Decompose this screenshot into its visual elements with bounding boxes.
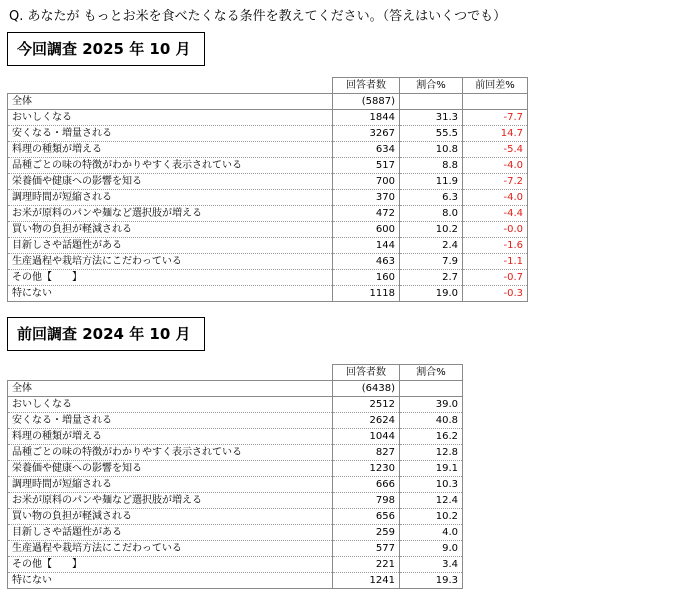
row-diff: -7.2 <box>463 174 528 190</box>
header-blank <box>8 78 333 94</box>
row-label: 買い物の負担が軽減される <box>8 509 333 525</box>
row-pct: 6.3 <box>400 190 463 206</box>
row-count: 463 <box>333 254 400 270</box>
row-label: 特にない <box>8 573 333 589</box>
row-label: 栄養価や健康への影響を知る <box>8 461 333 477</box>
row-label: 特にない <box>8 286 333 302</box>
row-count: 600 <box>333 222 400 238</box>
table-row <box>8 158 528 174</box>
header-pct: 割合% <box>400 365 463 381</box>
row-count: 259 <box>333 525 400 541</box>
total-pct <box>400 94 463 110</box>
table-row <box>8 286 528 302</box>
table-row <box>8 110 528 126</box>
row-count: 634 <box>333 142 400 158</box>
table-row <box>8 174 528 190</box>
row-label: 生産過程や栽培方法にこだわっている <box>8 541 333 557</box>
row-count: 2624 <box>333 413 400 429</box>
row-label: 調理時間が短縮される <box>8 477 333 493</box>
table-row <box>8 445 463 461</box>
row-label: 安くなる・増量される <box>8 126 333 142</box>
results-table-current <box>7 77 528 302</box>
row-count: 700 <box>333 174 400 190</box>
row-label: お米が原料のパンや麺など選択肢が増える <box>8 493 333 509</box>
row-count: 666 <box>333 477 400 493</box>
row-pct: 10.3 <box>400 477 463 493</box>
row-pct: 7.9 <box>400 254 463 270</box>
table-row <box>8 525 463 541</box>
table-row <box>8 222 528 238</box>
total-count: (6438) <box>333 381 400 397</box>
row-label: 目新しさや話題性がある <box>8 525 333 541</box>
row-label: 料理の種類が増える <box>8 429 333 445</box>
row-label: 買い物の負担が軽減される <box>8 222 333 238</box>
table-row <box>8 541 463 557</box>
row-label: 品種ごとの味の特徴がわかりやすく表示されている <box>8 445 333 461</box>
row-pct: 40.8 <box>400 413 463 429</box>
row-count: 1230 <box>333 461 400 477</box>
row-diff: -4.0 <box>463 190 528 206</box>
row-pct: 19.1 <box>400 461 463 477</box>
header-count: 回答者数 <box>333 78 400 94</box>
table-row <box>8 190 528 206</box>
row-pct: 11.9 <box>400 174 463 190</box>
row-pct: 3.4 <box>400 557 463 573</box>
results-table-previous <box>7 364 463 589</box>
row-count: 827 <box>333 445 400 461</box>
row-count: 1844 <box>333 110 400 126</box>
row-diff: -1.6 <box>463 238 528 254</box>
row-pct: 39.0 <box>400 397 463 413</box>
total-label: 全体 <box>8 94 333 110</box>
row-count: 1044 <box>333 429 400 445</box>
table-row <box>8 206 528 222</box>
row-count: 656 <box>333 509 400 525</box>
row-label: お米が原料のパンや麺など選択肢が増える <box>8 206 333 222</box>
row-label: 目新しさや話題性がある <box>8 238 333 254</box>
row-label: その他【 】 <box>8 557 333 573</box>
header-diff: 前回差% <box>463 78 528 94</box>
row-pct: 55.5 <box>400 126 463 142</box>
row-label: おいしくなる <box>8 110 333 126</box>
row-count: 144 <box>333 238 400 254</box>
row-pct: 4.0 <box>400 525 463 541</box>
row-diff: -4.4 <box>463 206 528 222</box>
row-pct: 8.0 <box>400 206 463 222</box>
row-count: 160 <box>333 270 400 286</box>
row-diff: -7.7 <box>463 110 528 126</box>
row-diff: -0.0 <box>463 222 528 238</box>
row-label: 調理時間が短縮される <box>8 190 333 206</box>
table-row <box>8 573 463 589</box>
section-title-previous: 前回調査 2024 年 10 月 <box>7 317 205 351</box>
table-row <box>8 461 463 477</box>
row-label: その他【 】 <box>8 270 333 286</box>
row-label: 栄養価や健康への影響を知る <box>8 174 333 190</box>
table-row <box>8 493 463 509</box>
header-blank <box>8 365 333 381</box>
total-row <box>8 94 528 110</box>
row-pct: 10.2 <box>400 509 463 525</box>
row-count: 1241 <box>333 573 400 589</box>
row-pct: 10.2 <box>400 222 463 238</box>
row-diff: 14.7 <box>463 126 528 142</box>
row-pct: 16.2 <box>400 429 463 445</box>
row-count: 798 <box>333 493 400 509</box>
row-pct: 19.3 <box>400 573 463 589</box>
total-diff <box>463 94 528 110</box>
row-label: 品種ごとの味の特徴がわかりやすく表示されている <box>8 158 333 174</box>
header-count: 回答者数 <box>333 365 400 381</box>
row-count: 221 <box>333 557 400 573</box>
row-diff: -1.1 <box>463 254 528 270</box>
table-row <box>8 557 463 573</box>
row-pct: 19.0 <box>400 286 463 302</box>
row-diff: -4.0 <box>463 158 528 174</box>
row-pct: 10.8 <box>400 142 463 158</box>
row-count: 1118 <box>333 286 400 302</box>
total-row <box>8 381 463 397</box>
row-diff: -5.4 <box>463 142 528 158</box>
table-row <box>8 270 528 286</box>
table-row <box>8 238 528 254</box>
row-label: 生産過程や栽培方法にこだわっている <box>8 254 333 270</box>
total-count: (5887) <box>333 94 400 110</box>
table-row <box>8 413 463 429</box>
row-count: 3267 <box>333 126 400 142</box>
row-count: 2512 <box>333 397 400 413</box>
row-pct: 8.8 <box>400 158 463 174</box>
question-text: Q. あなたが もっとお米を食べたくなる条件を教えてください。（答えはいくつでも） <box>9 9 507 24</box>
row-count: 370 <box>333 190 400 206</box>
header-pct: 割合% <box>400 78 463 94</box>
row-count: 517 <box>333 158 400 174</box>
row-pct: 2.7 <box>400 270 463 286</box>
row-label: おいしくなる <box>8 397 333 413</box>
table-row <box>8 142 528 158</box>
table-row <box>8 429 463 445</box>
row-count: 472 <box>333 206 400 222</box>
table-row <box>8 477 463 493</box>
row-diff: -0.3 <box>463 286 528 302</box>
total-label: 全体 <box>8 381 333 397</box>
row-pct: 31.3 <box>400 110 463 126</box>
table-row <box>8 254 528 270</box>
table-row <box>8 509 463 525</box>
table-row <box>8 397 463 413</box>
row-label: 安くなる・増量される <box>8 413 333 429</box>
row-pct: 12.4 <box>400 493 463 509</box>
section-title-current: 今回調査 2025 年 10 月 <box>7 32 205 66</box>
row-pct: 9.0 <box>400 541 463 557</box>
row-diff: -0.7 <box>463 270 528 286</box>
total-pct <box>400 381 463 397</box>
row-pct: 2.4 <box>400 238 463 254</box>
row-label: 料理の種類が増える <box>8 142 333 158</box>
row-count: 577 <box>333 541 400 557</box>
table-row <box>8 126 528 142</box>
row-pct: 12.8 <box>400 445 463 461</box>
